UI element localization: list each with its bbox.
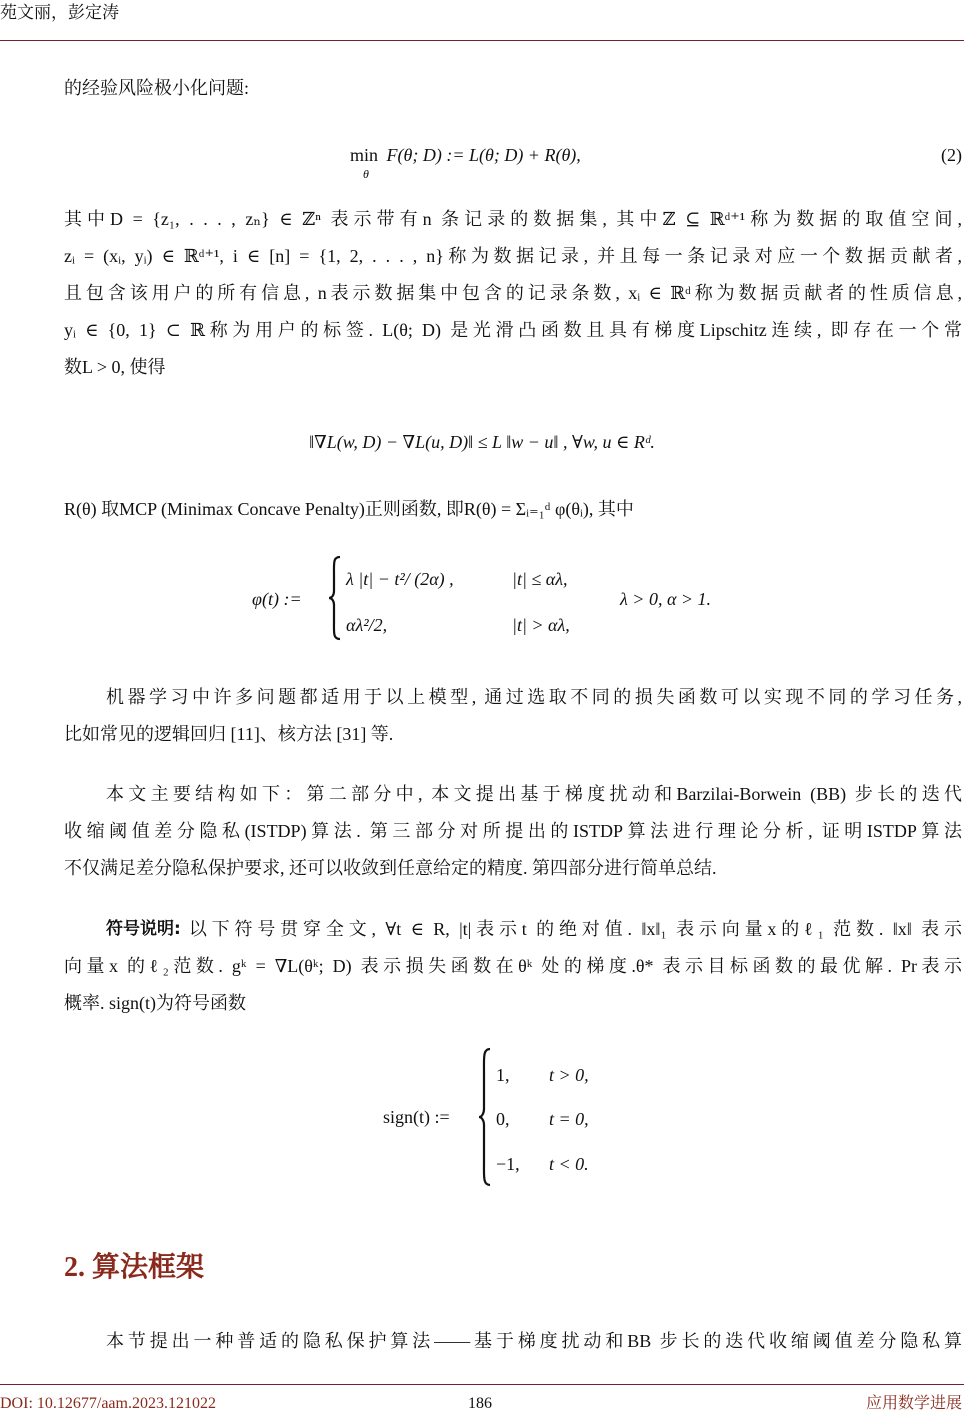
text-line: 以下符号贯穿全文, ∀t ∈ R, |t|表示t 的绝对值. ‖x‖₁ 表示向量x的ℓ₁ 范数. ‖x‖ 表示 [188, 919, 962, 939]
eq2-body: F(θ; D) := L(θ; D) + R(θ), [386, 145, 581, 165]
text-line: zᵢ = (xᵢ, yᵢ) ∈ ℝᵈ⁺¹, i ∈ [n] = {1, 2, . . . , n}称为数据记录, 并且每一条记录对应一个数据贡献者, [64, 246, 962, 266]
text-line: 其中D = {z₁, . . . , zₙ} ∈ ℤⁿ 表示带有n 条记录的数据集, 其中ℤ ⊆ ℝᵈ⁺¹称为数据的取值空间, [64, 209, 962, 229]
text-line: 本文主要结构如下：第二部分中, 本文提出基于梯度扰动和Barzilai-Borwein (BB) 步长的迭代 [106, 784, 962, 804]
phi-cond1: |t| ≤ αλ, [512, 569, 568, 589]
sign-cond: t > 0, [549, 1065, 589, 1085]
section-heading: 2. 算法框架 [64, 1252, 205, 1283]
sign-value: −1, [496, 1154, 520, 1174]
eq2-min: min [350, 145, 379, 165]
mcp-line: R(θ) 取MCP (Minimax Concave Penalty)正则函数, 即R(θ) = Σᵢ₌₁ᵈ φ(θᵢ), 其中 [64, 499, 634, 519]
footer-page-number: 186 [468, 1395, 492, 1412]
text-line: yᵢ ∈ {0, 1} ⊂ ℝ称为用户的标签. L(θ; D) 是光滑凸函数且具有梯度Lipschitz连续, 即存在一个常 [64, 320, 962, 340]
eq2-number: (2) [941, 145, 962, 165]
footer-journal[interactable]: 应用数学进展 [865, 1395, 962, 1412]
sign-value: 0, [496, 1109, 510, 1129]
text-line: 不仅满足差分隐私保护要求, 还可以收敛到任意给定的精度. 第四部分进行简单总结. [64, 858, 717, 878]
equation-lipschitz: ‖∇L(w, D) − ∇L(u, D)‖ ≤ L ‖w − u‖ , ∀w, u ∈ Rᵈ. [309, 432, 655, 452]
sign-lhs: sign(t) := [383, 1107, 450, 1127]
phi-params: λ > 0, α > 1. [620, 589, 712, 609]
footer-doi[interactable]: DOI: 10.12677/aam.2023.121022 [0, 1395, 216, 1412]
sign-cond: t = 0, [549, 1109, 589, 1129]
phi-case1: λ |t| − t²/ (2α) , [346, 569, 454, 589]
text-line: 收缩阈值差分隐私(ISTDP)算法. 第三部分对所提出的ISTDP算法进行理论分析, 证明ISTDP算法 [64, 821, 962, 841]
text-line: 概率. sign(t)为符号函数 [64, 993, 246, 1013]
text-line: 比如常见的逻辑回归 [11]、核方法 [31] 等. [64, 724, 394, 744]
text-line: 且包含该用户的所有信息, n表示数据集中包含的记录条数, xᵢ ∈ ℝᵈ称为数据贡献者的性质信息, [64, 283, 962, 303]
phi-case2: αλ²/2, [346, 615, 388, 635]
sign-value: 1, [496, 1065, 510, 1085]
text-line: 向量x 的ℓ₂范数. gᵏ = ∇L(θᵏ; D) 表示损失函数在θᵏ 处的梯度.θ* 表示目标函数的最优解. Pr表示 [64, 956, 962, 976]
footer-rule [0, 1384, 964, 1385]
sign-brace [478, 1047, 492, 1187]
sign-cond: t < 0. [549, 1154, 589, 1174]
intro-line: 的经验风险极小化问题: [64, 78, 249, 98]
text-line: 本节提出一种普适的隐私保护算法——基于梯度扰动和BB 步长的迭代收缩阈值差分隐私算 [106, 1331, 962, 1351]
phi-brace [328, 555, 342, 641]
eq2-subscript: θ [363, 167, 369, 181]
notation-first-line [106, 918, 962, 940]
phi-lhs: φ(t) := [252, 589, 302, 609]
text-line: 机器学习中许多问题都适用于以上模型, 通过选取不同的损失函数可以实现不同的学习任务, [106, 687, 962, 707]
phi-cond2: |t| > αλ, [512, 615, 570, 635]
text-line: 数L > 0, 使得 [64, 357, 166, 377]
header-rule [0, 40, 964, 41]
notation-label: 符号说明: [106, 919, 181, 939]
running-header-authors: 苑文丽，彭定涛 [0, 3, 119, 22]
